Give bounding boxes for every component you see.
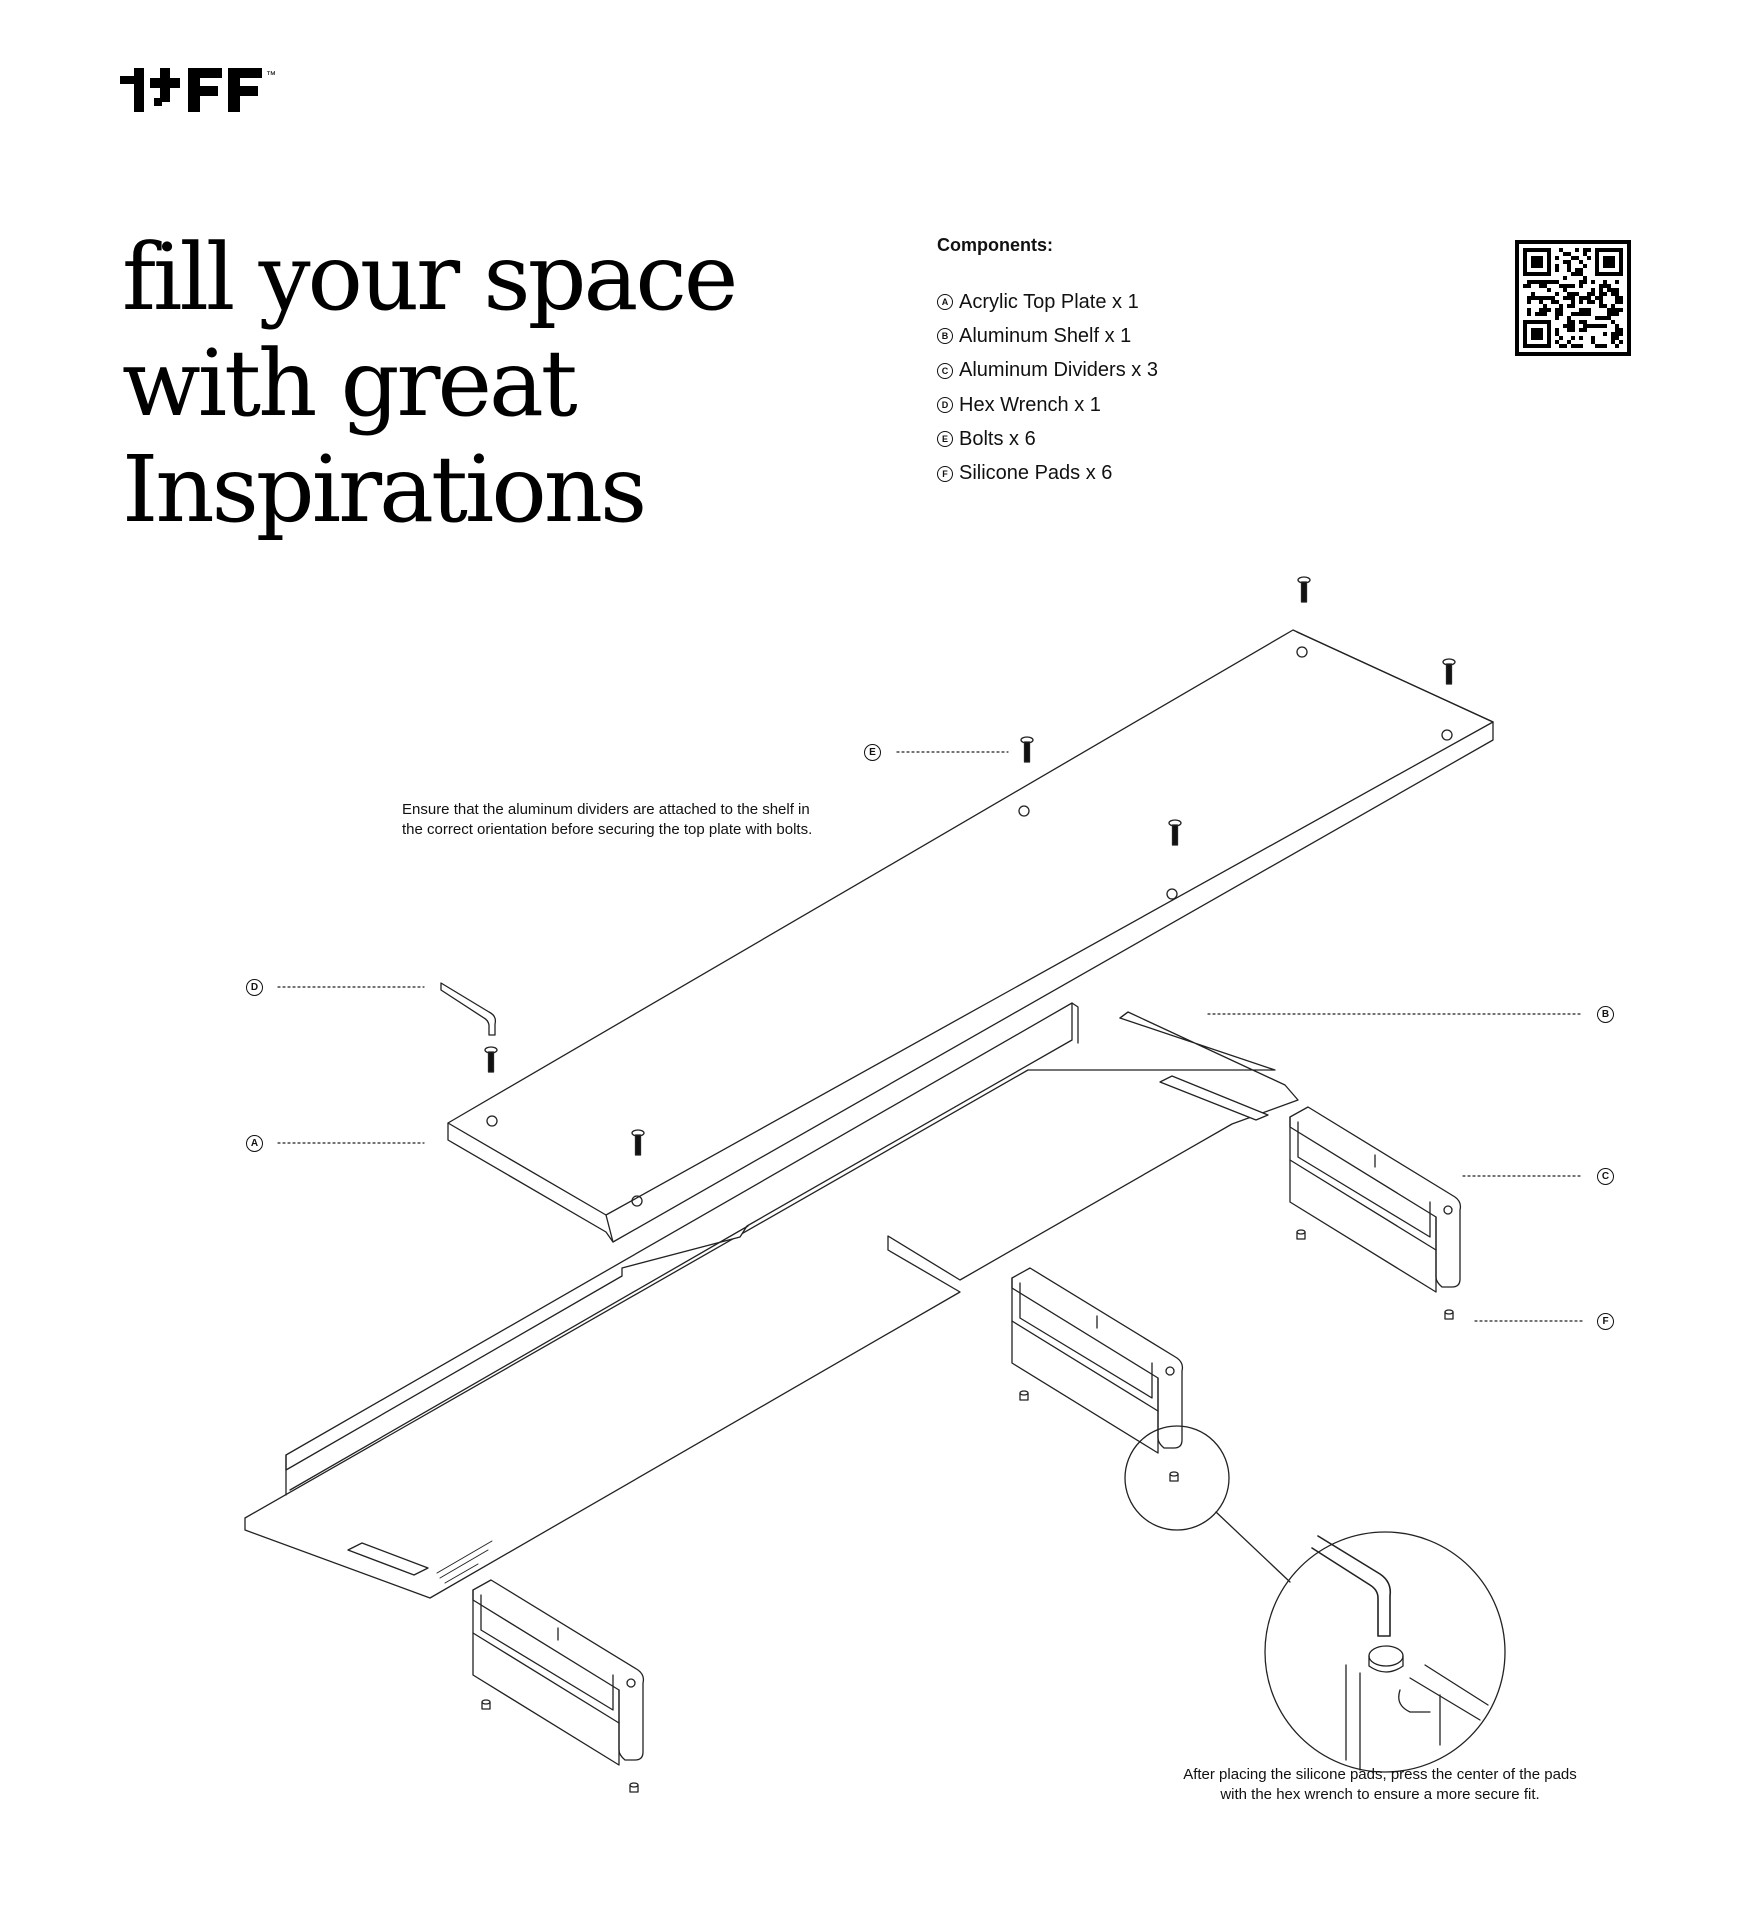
component-letter-badge: A xyxy=(937,294,953,310)
components-title: Components: xyxy=(937,235,1053,255)
component-label: Aluminum Dividers x 3 xyxy=(959,359,1158,382)
note-line: Ensure that the aluminum dividers are attached to the shelf in xyxy=(402,801,810,818)
callout-e: E xyxy=(864,744,881,761)
detail-pad xyxy=(1369,1646,1403,1672)
component-letter-badge: D xyxy=(937,397,953,413)
component-label: Hex Wrench x 1 xyxy=(959,393,1101,416)
component-label: Aluminum Shelf x 1 xyxy=(959,324,1132,347)
component-letter-badge: C xyxy=(937,363,953,379)
component-label: Bolts x 6 xyxy=(959,427,1036,450)
headline-line-3: Inspirations xyxy=(122,436,645,543)
component-label: Silicone Pads x 6 xyxy=(959,462,1113,485)
divider-left xyxy=(473,1580,643,1765)
assembly-note-bottom xyxy=(1150,1765,1610,1805)
callout-d: D xyxy=(246,979,263,996)
trademark-mark: ™ xyxy=(266,70,276,81)
note-line: the correct orientation before securing the top plate with bolts. xyxy=(402,821,813,838)
headline-line-2: with great xyxy=(122,330,575,437)
note-line: After placing the silicone pads, press the center of the pads xyxy=(1183,1766,1577,1783)
component-letter-badge: F xyxy=(937,466,953,482)
detail-magnifier xyxy=(1125,1426,1505,1772)
callout-a: A xyxy=(246,1135,263,1152)
note-line: with the hex wrench to ensure a more secure fit. xyxy=(1220,1786,1540,1803)
component-label: Acrylic Top Plate x 1 xyxy=(959,290,1139,313)
hex-wrench-icon xyxy=(441,983,495,1035)
headline-line-1: fill your space xyxy=(122,224,736,331)
detail-divider xyxy=(1346,1665,1488,1770)
component-letter-badge: E xyxy=(937,431,953,447)
detail-hex-wrench xyxy=(1312,1536,1390,1636)
callout-b: B xyxy=(1597,1006,1614,1023)
divider-middle xyxy=(1012,1268,1182,1453)
callout-f: F xyxy=(1597,1313,1614,1330)
assembly-note-top xyxy=(402,800,872,840)
callout-c: C xyxy=(1597,1168,1614,1185)
divider-right xyxy=(1290,1107,1460,1292)
component-letter-badge: B xyxy=(937,328,953,344)
